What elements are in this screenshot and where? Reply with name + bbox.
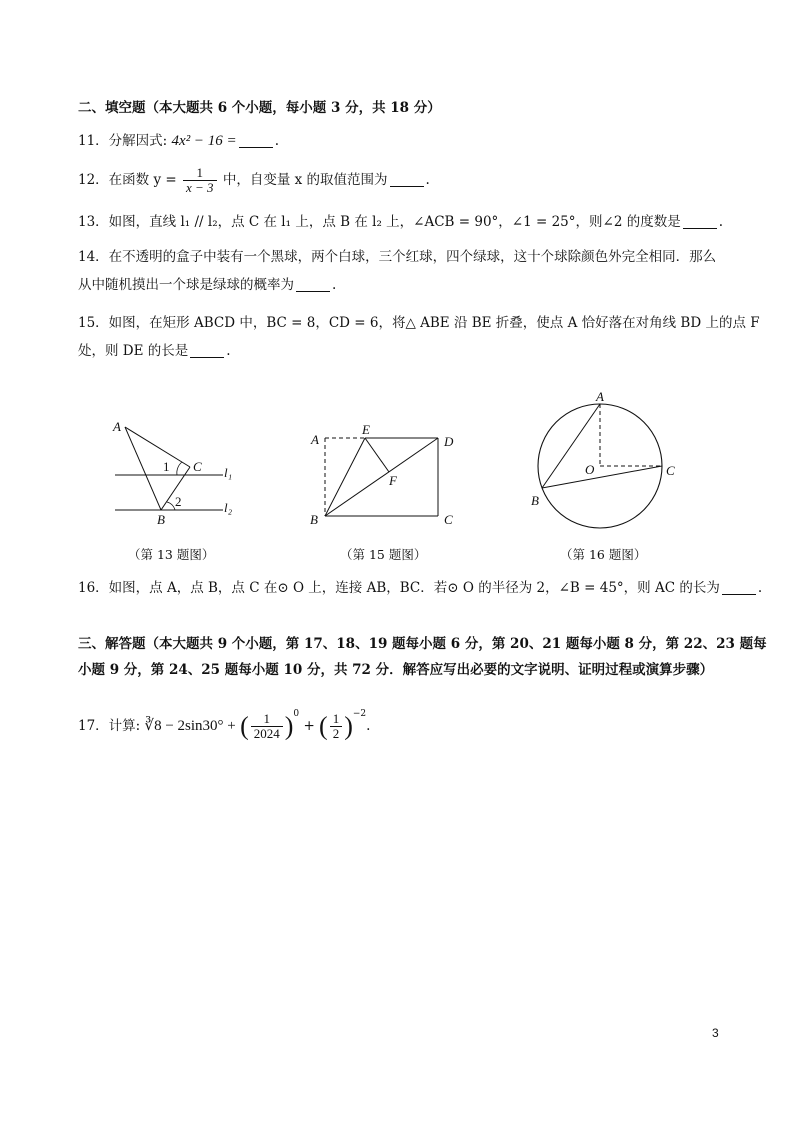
label-E: E (362, 422, 370, 437)
segment-EF (365, 438, 389, 472)
q12-suffix: 中，自变量 x 的取值范围为 (222, 172, 388, 188)
figure-15-caption: （第 15 题图） (340, 547, 427, 562)
chord-BC (542, 466, 662, 488)
section3-heading-line1: 三、解答题（本大题共 9 个小题，第 17、18、19 题每小题 6 分，第 20、21 题每小题 8 分，第 22、23 题每 (78, 636, 767, 652)
question-11 (78, 131, 734, 151)
q11-end: . (274, 133, 279, 149)
question-16 (78, 578, 763, 598)
label-A: A (113, 419, 121, 434)
figure-13 (105, 415, 255, 530)
segment-AC (125, 427, 190, 467)
q17-fraction-1 (251, 712, 283, 741)
q13-text: 13．如图，直线 l₁ // l₂，点 C 在 l₁ 上，点 B 在 l₂ 上，∠ACB = 90°，∠1 = 25°，则∠2 的度数是 (78, 214, 681, 230)
q17-frac1-denominator: 2024 (251, 726, 283, 741)
figure-16-caption: （第 16 题图） (560, 547, 647, 562)
q12-denominator: x − 3 (183, 180, 217, 195)
q17-frac2-denominator: 2 (330, 726, 343, 741)
page-number: 3 (712, 1026, 719, 1040)
label-A: A (311, 432, 319, 447)
label-A: A (596, 389, 604, 404)
q12-fraction (183, 166, 217, 195)
q17-plus: + (303, 718, 315, 734)
q17-part1: ∛8 − 2sin30° + (144, 718, 236, 734)
q16-end: . (757, 580, 763, 596)
label-C: C (193, 459, 202, 474)
label-F: F (389, 473, 397, 488)
q13-end: . (718, 214, 723, 230)
label-B: B (531, 493, 539, 508)
question-13 (78, 212, 734, 232)
q12-numerator: 1 (196, 165, 204, 180)
segment-BE (325, 438, 365, 516)
q14-answer-blank[interactable] (296, 277, 330, 292)
segment-AB (125, 427, 161, 510)
q17-end: . (366, 718, 371, 734)
q17-paren-close-2: ) (344, 711, 353, 741)
q14-line2-text: 从中随机摸出一个球是绿球的概率为 (78, 277, 294, 293)
q14-end: . (332, 277, 337, 293)
q13-answer-blank[interactable] (683, 214, 717, 229)
label-angle-2: 2 (175, 494, 182, 509)
label-B: B (157, 512, 165, 527)
label-C: C (444, 512, 453, 527)
q11-prefix: 11．分解因式: (78, 133, 172, 149)
q15-answer-blank[interactable] (190, 343, 224, 358)
label-B: B (310, 512, 318, 527)
question-12 (78, 164, 734, 196)
diagonal-BD (325, 438, 438, 516)
q17-fraction-2 (330, 712, 343, 741)
angle-2-arc (167, 502, 175, 510)
label-D: D (444, 434, 454, 449)
figure-16 (525, 388, 685, 538)
q17-paren-open-1: ( (240, 711, 249, 741)
q17-exp1: 0 (293, 709, 300, 719)
q11-expr: 4x² − 16 = (171, 133, 237, 149)
q12-end: . (425, 172, 430, 188)
section2-heading: 二、填空题（本大题共 6 个小题，每小题 3 分，共 18 分） (78, 100, 441, 116)
figure-15 (305, 420, 465, 530)
question-15-line1: 15．如图，在矩形 ABCD 中，BC = 8，CD = 6，将△ ABE 沿 BE 折叠，使点 A 恰好落在对角线 BD 上的点 F (78, 315, 760, 331)
q12-answer-blank[interactable] (390, 172, 424, 187)
angle-1-arc (177, 462, 182, 475)
q17-paren-open-2: ( (319, 711, 328, 741)
section3-heading-line2: 小题 9 分，第 24、25 题每小题 10 分，共 72 分．解答应写出必要的文字说明、证明过程或演算步骤） (78, 662, 714, 678)
q17-frac2-numerator: 1 (332, 711, 340, 726)
question-14-line1: 14．在不透明的盒子中装有一个黑球，两个白球，三个红球，四个绿球，这十个球除颜色外完全相同．那么 (78, 249, 717, 265)
label-l2: l₂ (224, 500, 233, 515)
label-l1: l₁ (224, 465, 233, 480)
q17-exp2: −2 (352, 709, 367, 719)
q15-line2-text: 处，则 DE 的长是 (78, 343, 189, 359)
label-angle-1: 1 (163, 459, 170, 474)
q11-answer-blank[interactable] (239, 133, 273, 148)
q17-paren-close-1: ) (284, 711, 294, 741)
q16-answer-blank[interactable] (722, 580, 756, 595)
question-15-line2 (78, 341, 734, 361)
q15-end: . (226, 343, 231, 359)
q12-prefix: 12．在函数 y = (78, 172, 177, 188)
q17-frac1-numerator: 1 (263, 711, 270, 726)
question-17 (78, 696, 734, 745)
q17-prefix: 17．计算: (78, 718, 145, 734)
label-O: O (585, 462, 595, 477)
question-14-line2 (78, 275, 734, 295)
label-C: C (666, 463, 675, 478)
figure-13-caption: （第 13 题图） (128, 547, 215, 562)
q16-text: 16．如图，点 A，点 B，点 C 在⊙ O 上，连接 AB，BC．若⊙ O 的半径为 2，∠B = 45°，则 AC 的长为 (78, 580, 720, 596)
